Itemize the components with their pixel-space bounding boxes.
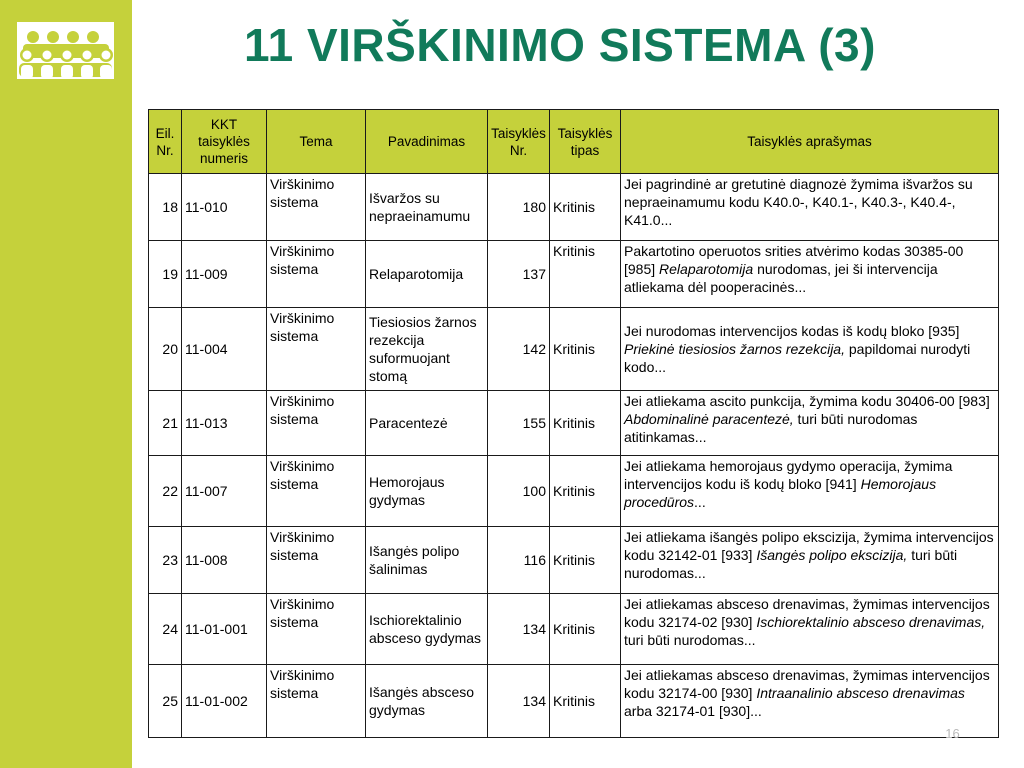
cell-tipas: Kritinis — [550, 456, 621, 527]
cell-taisykles-nr: 142 — [488, 308, 550, 391]
table-header-row — [149, 110, 999, 174]
cell-eil: 24 — [149, 594, 182, 665]
cell-tipas: Kritinis — [550, 594, 621, 665]
cell-tema: Virškinimo sistema — [267, 527, 366, 594]
cell-kkt: 11-010 — [182, 174, 267, 241]
cell-tema: Virškinimo sistema — [267, 241, 366, 308]
cell-tema: Virškinimo sistema — [267, 456, 366, 527]
desc-italic: Ischiorektalinio absceso drenavimas, — [756, 614, 986, 630]
cell-aprasymas — [621, 241, 999, 308]
cell-aprasymas — [621, 308, 999, 391]
header-tema: Tema — [267, 110, 366, 174]
cell-taisykles-nr: 134 — [488, 594, 550, 665]
cell-aprasymas — [621, 174, 999, 241]
desc-text-end: nurodomas, jei ši intervencija atliekama dėl pooperacinės... — [624, 261, 938, 295]
table-row — [149, 241, 999, 308]
table-row — [149, 665, 999, 738]
desc-text: Jei nurodomas intervencijos kodas iš kodų bloko [935] — [624, 323, 960, 339]
rules-table — [148, 109, 999, 738]
cell-pavadinimas: Paracentezė — [366, 391, 488, 456]
cell-pavadinimas: Tiesiosios žarnos rezekcija suformuojant stomą — [366, 308, 488, 391]
cell-aprasymas — [621, 391, 999, 456]
table-row — [149, 594, 999, 665]
cell-tipas: Kritinis — [550, 241, 621, 308]
cell-eil: 25 — [149, 665, 182, 738]
slide-title: 11 VIRŠKINIMO SISTEMA (3) — [244, 19, 876, 71]
cell-aprasymas — [621, 527, 999, 594]
cell-kkt: 11-009 — [182, 241, 267, 308]
table-row — [149, 527, 999, 594]
desc-text-end: arba 32174-01 [930]... — [624, 703, 762, 719]
cell-pavadinimas: Hemorojaus gydymas — [366, 456, 488, 527]
desc-text: Jei atliekama hemorojaus gydymo operacija, žymima intervencijos kodu iš kodų bloko [941] — [624, 458, 953, 492]
cell-taisykles-nr: 134 — [488, 665, 550, 738]
cell-tema: Virškinimo sistema — [267, 391, 366, 456]
table-row — [149, 391, 999, 456]
header-pavadinimas: Pavadinimas — [366, 110, 488, 174]
cell-taisykles-nr: 180 — [488, 174, 550, 241]
cell-kkt: 11-013 — [182, 391, 267, 456]
cell-eil: 21 — [149, 391, 182, 456]
header-eil: Eil. Nr. — [149, 110, 182, 174]
cell-kkt: 11-01-001 — [182, 594, 267, 665]
cell-tipas: Kritinis — [550, 391, 621, 456]
desc-italic: Intraanalinio absceso drenavimas — [756, 685, 965, 701]
desc-italic: Hemorojaus procedūros — [624, 476, 937, 510]
desc-text: Jei atliekamas absceso drenavimas, žymimas intervencijos kodu 32174-02 [930] — [624, 596, 990, 630]
header-aprasymas: Taisyklės aprašymas — [621, 110, 999, 174]
cell-eil: 23 — [149, 527, 182, 594]
cell-taisykles-nr: 116 — [488, 527, 550, 594]
page-number: 16 — [945, 726, 960, 741]
cell-kkt: 11-008 — [182, 527, 267, 594]
cell-tipas: Kritinis — [550, 665, 621, 738]
desc-italic: Abdominalinė paracentezė, — [624, 411, 794, 427]
cell-tipas: Kritinis — [550, 308, 621, 391]
cell-aprasymas — [621, 456, 999, 527]
cell-tema: Virškinimo sistema — [267, 594, 366, 665]
cell-pavadinimas: Išvaržos su nepraeinamumu — [366, 174, 488, 241]
cell-pavadinimas: Išangės polipo šalinimas — [366, 527, 488, 594]
people-group-logo — [17, 22, 114, 79]
cell-taisykles-nr: 137 — [488, 241, 550, 308]
header-tipas: Taisyklės tipas — [550, 110, 621, 174]
desc-italic: Priekinė tiesiosios žarnos rezekcija, — [624, 341, 845, 357]
cell-tipas: Kritinis — [550, 174, 621, 241]
cell-taisykles-nr: 155 — [488, 391, 550, 456]
header-kkt: KKT taisyklės numeris — [182, 110, 267, 174]
cell-kkt: 11-01-002 — [182, 665, 267, 738]
desc-text: Pakartotino operuotos srities atvėrimo kodas 30385-00 [985] — [624, 243, 964, 277]
cell-tema: Virškinimo sistema — [267, 665, 366, 738]
table-row — [149, 174, 999, 241]
cell-tipas: Kritinis — [550, 527, 621, 594]
desc-text: Jei atliekamas absceso drenavimas, žymimas intervencijos kodu 32174-00 [930] — [624, 667, 990, 701]
desc-italic: Relaparotomija — [659, 261, 754, 277]
cell-pavadinimas: Relaparotomija — [366, 241, 488, 308]
cell-aprasymas — [621, 594, 999, 665]
header-taisykles-nr: Taisyklės Nr. — [488, 110, 550, 174]
desc-text-end: ... — [694, 494, 706, 510]
desc-italic: Išangės polipo ekscizija, — [756, 547, 908, 563]
cell-eil: 22 — [149, 456, 182, 527]
cell-tema: Virškinimo sistema — [267, 308, 366, 391]
cell-tema: Virškinimo sistema — [267, 174, 366, 241]
cell-pavadinimas: Išangės absceso gydymas — [366, 665, 488, 738]
cell-eil: 19 — [149, 241, 182, 308]
desc-text-end: turi būti nurodomas atitinkamas... — [624, 411, 918, 445]
table-row — [149, 308, 999, 391]
desc-text: Jei atliekama ascito punkcija, žymima kodu 30406-00 [983] — [624, 393, 990, 409]
cell-eil: 20 — [149, 308, 182, 391]
desc-text: Jei pagrindinė ar gretutinė diagnozė žymima išvaržos su nepraeinamumu kodu K40.0-, K40.1-, K40.3-, K40.4-, K41.0... — [624, 176, 973, 228]
cell-pavadinimas: Ischiorektalinio absceso gydymas — [366, 594, 488, 665]
cell-kkt: 11-007 — [182, 456, 267, 527]
desc-text: Jei atliekama išangės polipo ekscizija, žymima intervencijos kodu 32142-01 [933] — [624, 529, 994, 563]
cell-eil: 18 — [149, 174, 182, 241]
desc-text-end: turi būti nurodomas... — [624, 632, 756, 648]
desc-text-end: papildomai nurodyti kodo... — [624, 341, 971, 375]
sidebar-band — [0, 0, 132, 768]
cell-taisykles-nr: 100 — [488, 456, 550, 527]
people-group-logo-svg — [17, 22, 114, 79]
desc-text-end: turi būti nurodomas... — [624, 547, 958, 581]
table-row — [149, 456, 999, 527]
cell-kkt: 11-004 — [182, 308, 267, 391]
